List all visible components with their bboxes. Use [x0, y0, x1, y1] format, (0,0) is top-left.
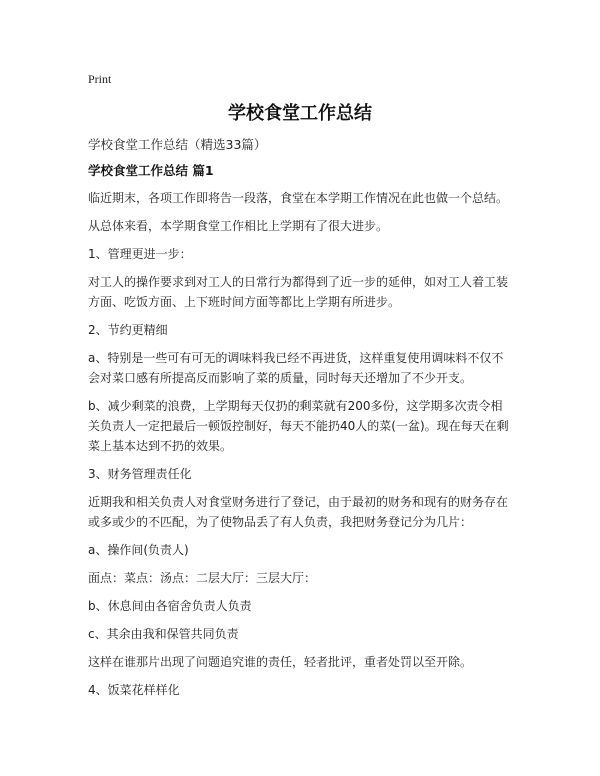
paragraph: c、其余由我和保管共同负责: [88, 627, 239, 641]
paragraph: a、操作间(负责人): [88, 543, 189, 557]
paragraph: 对工人的操作要求到对工人的日常行为都得到了近一步的延伸，如对工人着工装方面、吃饭方面、上下班时间方面等都比上学期有所进步。: [88, 275, 509, 309]
paragraph: 临近期末，各项工作即将告一段落，食堂在本学期工作情况在此也做一个总结。: [88, 191, 509, 205]
paragraph: 近期我和相关负责人对食堂财务进行了登记，由于最初的财务和现有的财务存在或多或少的不匹配，为了使物品丢了有人负责，我把财务登记分为几片：: [88, 495, 509, 529]
print-label[interactable]: Print: [88, 72, 112, 86]
paragraph: 1、管理更进一步：: [88, 247, 192, 261]
paragraph: b、休息间由各宿舍负责人负责: [88, 599, 252, 613]
paragraph: b、减少剩菜的浪费，上学期每天仅扔的剩菜就有200多份，这学期多次责令相关负责人一定把最后一顿饭控制好，每天不能扔40人的菜(一盆)。现在每天在剩菜上基本达到不扔的效果。: [88, 399, 509, 453]
paragraph: 3、财务管理责任化: [88, 467, 192, 481]
paragraph: 2、节约更精细: [88, 323, 168, 337]
body-text: [88, 188, 512, 700]
paragraph: 4、饭菜花样样化: [88, 683, 180, 697]
subtitle: 学校食堂工作总结（精选33篇）: [88, 137, 267, 152]
section-heading: 学校食堂工作总结 篇1: [88, 163, 214, 178]
paragraph: 面点：菜点：汤点：二层大厅：三层大厅：: [88, 571, 317, 585]
paragraph: 这样在谁那片出现了问题追究谁的责任，轻者批评，重者处罚以至开除。: [88, 655, 473, 669]
page-title: 学校食堂工作总结: [228, 103, 372, 124]
paragraph: a、特别是一些可有可无的调味料我已经不再进货，这样重复使用调味料不仅不会对菜口感有所提高反而影响了菜的质量，同时每天还增加了不少开支。: [88, 351, 504, 385]
paragraph: 从总体来看，本学期食堂工作相比上学期有了很大进步。: [88, 219, 389, 233]
